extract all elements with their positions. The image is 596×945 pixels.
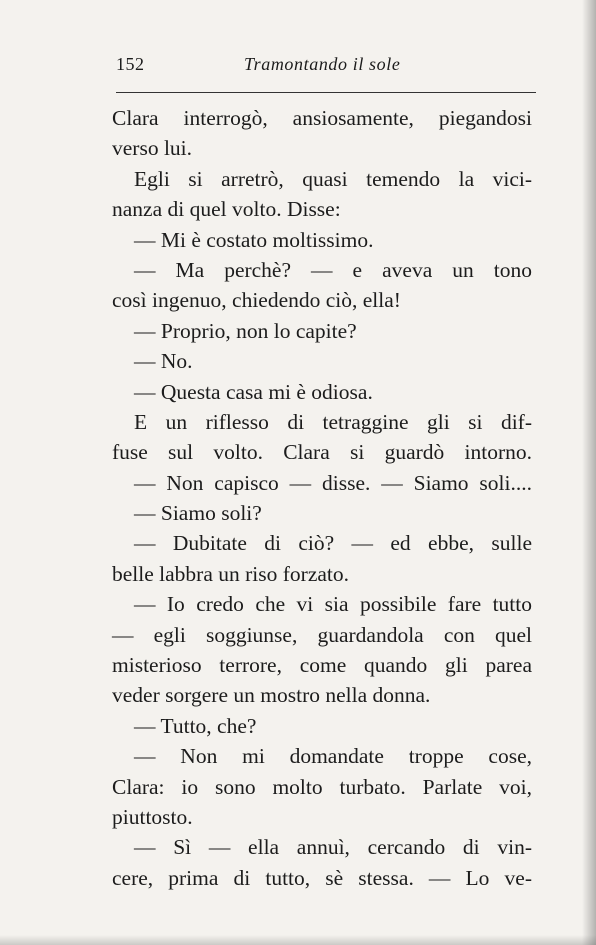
text-line: verso lui. (112, 136, 193, 161)
text-line: — Non capisco — disse. — Siamo soli.... (134, 470, 532, 495)
header-rule (116, 92, 536, 93)
text-line: fuse sul volto. Clara si guardò intorno. (112, 440, 532, 465)
text-line: — No. (134, 349, 193, 374)
page-number: 152 (116, 54, 145, 74)
text-line: misterioso terrore, come quando gli parea (112, 653, 532, 678)
text-line: Clara interrogò, ansiosamente, piegandosi (112, 106, 532, 130)
text-line: — Io credo che vi sia possibile fare tutto (134, 592, 532, 617)
body-text (112, 103, 532, 893)
text-line: E un riflesso di tetraggine gli si dif- (134, 409, 532, 434)
text-line: Clara: io sono molto turbato. Parlate voi, (112, 774, 532, 799)
text-line: — Non mi domandate troppe cose, (134, 744, 532, 769)
running-title: Tramontando il sole (244, 54, 401, 74)
text-line: belle labbra un riso forzato. (112, 561, 350, 586)
page-edge-shadow (582, 0, 596, 945)
text-line: — Questa casa mi è odiosa. (134, 379, 373, 404)
running-head (116, 50, 536, 78)
page-bottom-shadow (0, 935, 596, 945)
text-line: — Tutto, che? (134, 713, 257, 738)
text-line: — Ma perchè? — e aveva un tono (134, 257, 532, 282)
text-line: così ingenuo, chiedendo ciò, ella! (112, 288, 401, 313)
text-line: — Dubitate di ciò? — ed ebbe, sulle (134, 531, 532, 556)
text-line: — egli soggiunse, guardandola con quel (112, 622, 532, 647)
text-line: — Mi è costato moltissimo. (134, 227, 374, 252)
text-line: — Sì — ella annuì, cercando di vin- (134, 835, 532, 860)
text-line: — Siamo soli? (134, 501, 262, 526)
text-line: Egli si arretrò, quasi temendo la vici- (134, 166, 532, 191)
text-line: piuttosto. (112, 804, 193, 829)
text-line: cere, prima di tutto, sè stessa. — Lo ve- (112, 865, 532, 890)
text-line: — Proprio, non lo capite? (134, 318, 357, 343)
text-line: nanza di quel volto. Disse: (112, 197, 341, 222)
text-line: veder sorgere un mostro nella donna. (112, 683, 431, 708)
